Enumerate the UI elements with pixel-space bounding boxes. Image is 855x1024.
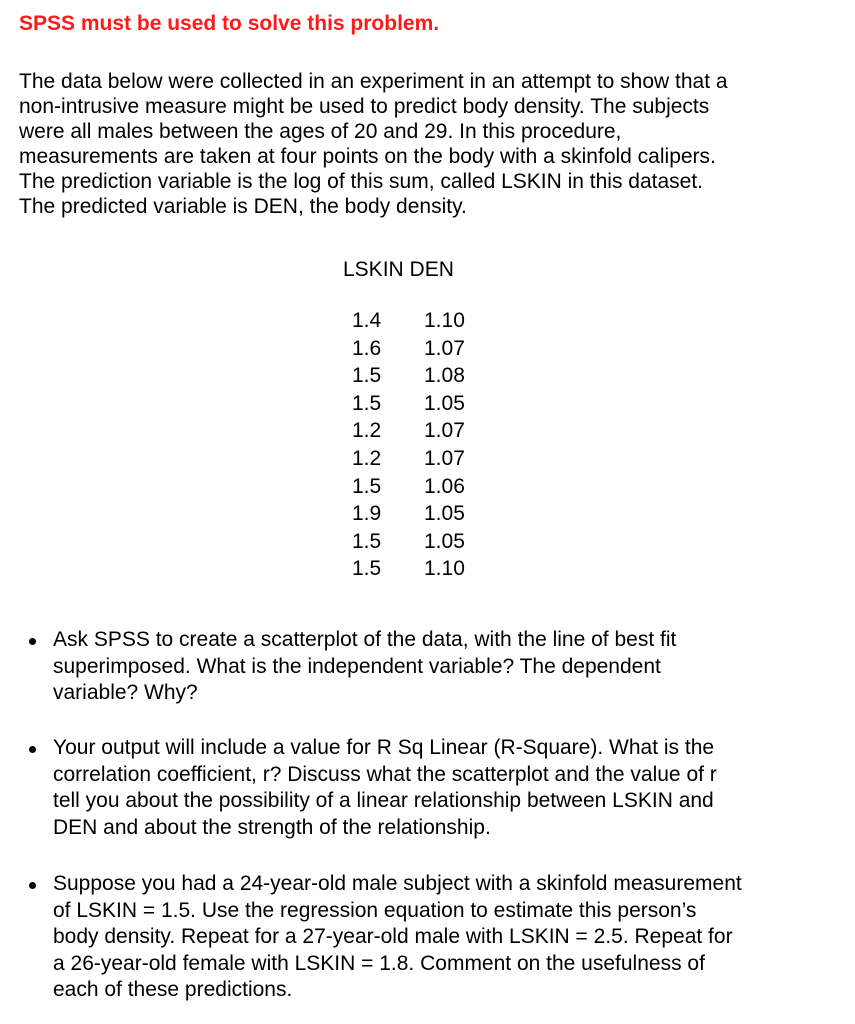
data-table-header: LSKIN DEN: [343, 258, 454, 281]
question-line: tell you about the possibility of a linear relationship between LSKIN and: [53, 789, 714, 812]
lskin-cell: 1.2: [352, 446, 382, 470]
lskin-cell: 1.9: [352, 502, 382, 526]
question-line: Ask SPSS to create a scatterplot of the data, with the line of best fit: [53, 628, 677, 651]
bullet-icon: [29, 746, 36, 753]
den-cell: 1.05: [424, 391, 465, 415]
question-line: of LSKIN = 1.5. Use the regression equation to estimate this person’s: [53, 898, 697, 922]
question-text: [53, 871, 853, 1004]
bullet-icon: [29, 882, 36, 889]
question-line: DEN and about the strength of the relationship.: [53, 815, 491, 839]
question-line: correlation coefficient, r? Discuss what the scatterplot and the value of r: [53, 762, 717, 786]
question-text: [53, 735, 853, 841]
table-row: [352, 473, 465, 501]
intro-line: The data below were collected in an experiment in an attempt to show that a: [19, 70, 728, 93]
den-cell: 1.10: [424, 309, 465, 332]
spss-requirement-notice: SPSS must be used to solve this problem.: [19, 12, 440, 35]
table-row: [352, 528, 465, 556]
table-row: [352, 555, 465, 583]
table-row: [352, 500, 465, 528]
table-row: [352, 362, 465, 390]
den-cell: 1.06: [424, 474, 465, 498]
intro-line: were all males between the ages of 20 and 29. In this procedure,: [19, 120, 622, 143]
question-line: a 26-year-old female with LSKIN = 1.8. Comment on the usefulness of: [53, 951, 705, 975]
den-cell: 1.05: [424, 502, 465, 526]
den-cell: 1.05: [424, 529, 465, 553]
question-line: variable? Why?: [53, 681, 198, 704]
table-row: [352, 445, 465, 473]
bullet-icon: [29, 638, 36, 645]
question-text: [53, 627, 853, 707]
lskin-cell: 1.6: [352, 336, 382, 360]
lskin-cell: 1.5: [352, 391, 382, 415]
question-line: Your output will include a value for R Sq Linear (R-Square). What is the: [53, 736, 715, 759]
intro-line: measurements are taken at four points on the body with a skinfold calipers.: [19, 145, 716, 168]
question-line: body density. Repeat for a 27-year-old male with LSKIN = 2.5. Repeat for: [53, 925, 733, 948]
intro-paragraph: [19, 69, 849, 219]
den-cell: 1.07: [424, 336, 465, 360]
intro-line: non-intrusive measure might be used to predict body density. The subjects: [19, 95, 710, 118]
data-table: [352, 307, 465, 583]
den-cell: 1.08: [424, 364, 465, 388]
lskin-cell: 1.2: [352, 419, 382, 443]
question-line: each of these predictions.: [53, 978, 293, 1001]
question-line: superimposed. What is the independent variable? The dependent: [53, 654, 661, 678]
lskin-cell: 1.5: [352, 557, 382, 581]
table-row: [352, 335, 465, 363]
intro-line: The predicted variable is DEN, the body density.: [19, 195, 467, 218]
den-cell: 1.07: [424, 446, 465, 470]
den-cell: 1.07: [424, 419, 465, 443]
table-row: [352, 417, 465, 445]
lskin-cell: 1.4: [352, 309, 382, 332]
table-row: [352, 390, 465, 418]
table-row: [352, 307, 465, 335]
intro-line: The prediction variable is the log of this sum, called LSKIN in this dataset.: [19, 170, 704, 193]
lskin-cell: 1.5: [352, 364, 382, 388]
question-line: Suppose you had a 24-year-old male subject with a skinfold measurement: [53, 872, 742, 895]
den-cell: 1.10: [424, 557, 465, 581]
lskin-cell: 1.5: [352, 529, 382, 553]
lskin-cell: 1.5: [352, 474, 382, 498]
